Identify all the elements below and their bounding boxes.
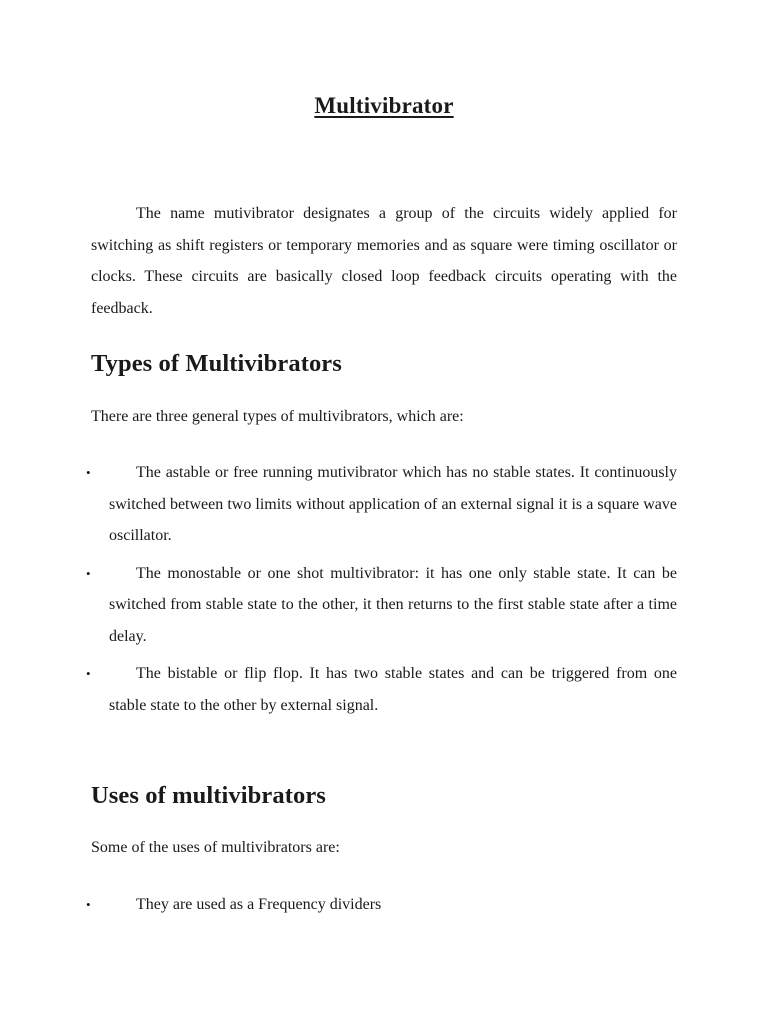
types-lead-text: There are three general types of multivibrators, which are: [91, 408, 464, 425]
bullet-text: The monostable or one shot multivibrator: it has one only stable state. It can be switched from stable state to the other, it then returns to the first stable state after a time delay. [109, 564, 677, 645]
bullet-icon: • [86, 666, 91, 681]
bullet-icon: • [86, 897, 91, 912]
bullet-text: They are used as a Frequency dividers [136, 896, 382, 913]
intro-paragraph: The name mutivibrator designates a group of the circuits widely applied for switching as shift registers or temporary memories and as square were timing oscillator or clocks. These circuits are basically closed loop feedback circuits operating with the feedback. [91, 205, 677, 317]
document-title: Multivibrator [314, 93, 454, 118]
list-item [0, 889, 768, 921]
bullet-text: The astable or free running mutivibrator which has no stable states. It continuously switched between two limits without application of an external signal it is a square wave oscillator. [109, 464, 677, 544]
uses-heading: Uses of multivibrators [91, 782, 326, 809]
bullet-icon: • [86, 565, 91, 581]
types-bullet-list [0, 457, 768, 721]
list-item [0, 658, 768, 721]
types-heading: Types of Multivibrators [91, 350, 342, 377]
bullet-icon: • [86, 465, 91, 480]
uses-lead-text: Some of the uses of multivibrators are: [91, 839, 340, 856]
list-item [0, 457, 768, 552]
list-item [0, 558, 768, 653]
bullet-text: The bistable or flip flop. It has two stable states and can be triggered from one stable state to the other by external signal. [109, 665, 677, 714]
uses-bullet-list [0, 889, 768, 921]
